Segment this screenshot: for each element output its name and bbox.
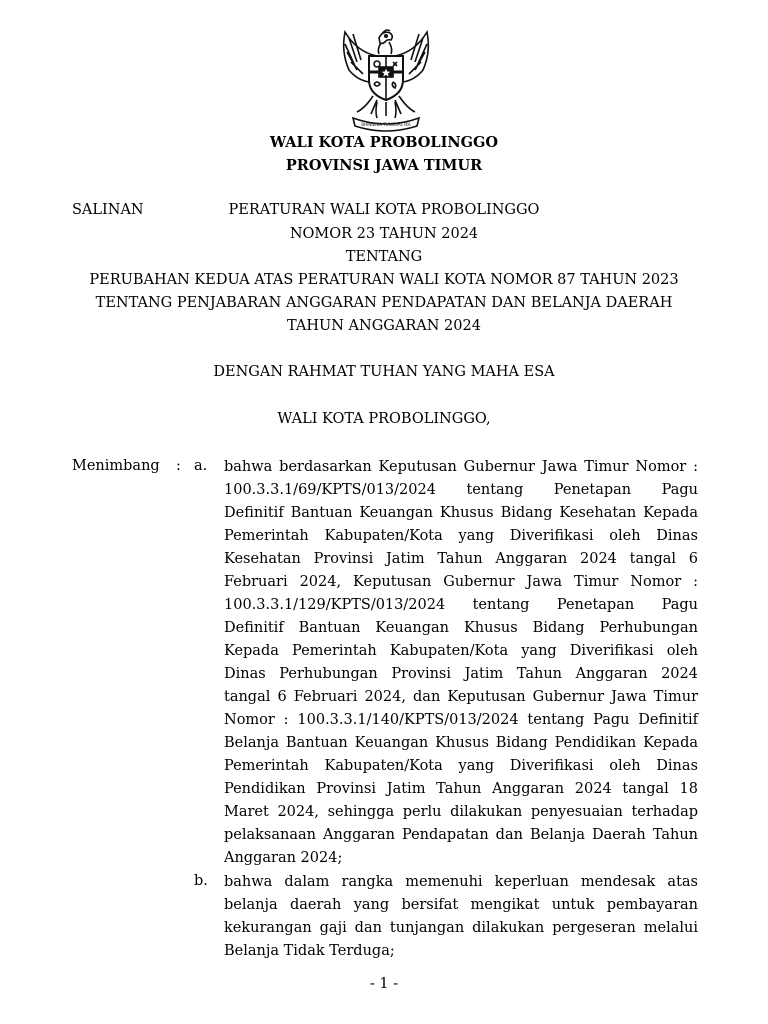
regulation-number: NOMOR 23 TAHUN 2024 (289, 226, 479, 242)
item-a-line: Dinas Perhubungan Provinsi Jatim Tahun Anggaran 2024 (224, 666, 698, 682)
considering-label: Menimbang (72, 458, 160, 474)
item-b-line: bahwa dalam rangka memenuhi keperluan mendesak atas (224, 874, 698, 890)
issuer-text: WALI KOTA PROBOLINGGO, (277, 411, 491, 427)
header-title-line1: WALI KOTA PROBOLINGGO (269, 134, 499, 151)
item-a-line: Belanja Bantuan Keuangan Khusus Bidang Pendidikan Kepada (224, 735, 698, 751)
item-a-line: Definitif Bantuan Keuangan Khusus Bidang Perhubungan (224, 620, 698, 636)
item-letter-b: b. (194, 873, 208, 889)
regulation-subject-line3: TAHUN ANGGARAN 2024 (287, 318, 481, 334)
item-a-line: Pendidikan Provinsi Jatim Tahun Anggaran 2024 tangal 18 (224, 781, 698, 797)
item-a-line: 100.3.3.1/69/KPTS/013/2024 tentang Penetapan Pagu (224, 482, 698, 498)
item-b-line: Belanja Tidak Terduga; (224, 943, 395, 959)
item-a-line: Februari 2024, Keputusan Gubernur Jawa Timur Nomor : (224, 574, 698, 590)
item-a-line: Anggaran 2024; (224, 850, 343, 866)
item-a-line: Maret 2024, sehingga perlu dilakukan penyesuaian terhadap (224, 804, 698, 820)
item-a-line: Nomor : 100.3.3.1/140/KPTS/013/2024 tentang Pagu Definitif (224, 712, 698, 728)
item-letter-a: a. (194, 458, 208, 474)
blessing-text: DENGAN RAHMAT TUHAN YANG MAHA ESA (213, 364, 555, 380)
item-a-line: 100.3.3.1/129/KPTS/013/2024 tentang Penetapan Pagu (224, 597, 698, 613)
regulation-subject-line2: TENTANG PENJABARAN ANGGARAN PENDAPATAN DAN BELANJA DAERAH (95, 295, 673, 311)
item-text-b (224, 871, 698, 963)
regulation-name: PERATURAN WALI KOTA PROBOLINGGO (228, 202, 540, 218)
item-text-a (224, 456, 698, 870)
item-a-line: Definitif Bantuan Keuangan Khusus Bidang Kesehatan Kepada (224, 505, 698, 521)
regulation-subject-line1: PERUBAHAN KEDUA ATAS PERATURAN WALI KOTA NOMOR 87 TAHUN 2023 (89, 272, 679, 288)
item-a-line: Pemerintah Kabupaten/Kota yang Diverifikasi oleh Dinas (224, 758, 698, 774)
garuda-emblem-icon (327, 22, 445, 134)
page-number: - 1 - (369, 976, 399, 992)
item-a-line: tangal 6 Februari 2024, dan Keputusan Gubernur Jawa Timur (224, 689, 698, 705)
item-a-line: pelaksanaan Anggaran Pendapatan dan Belanja Daerah Tahun (224, 827, 698, 843)
item-b-line: belanja daerah yang bersifat mengikat untuk pembayaran (224, 897, 698, 913)
item-a-line: Kesehatan Provinsi Jatim Tahun Anggaran 2024 tangal 6 (224, 551, 698, 567)
regulation-about: TENTANG (345, 249, 423, 265)
item-a-line: bahwa berdasarkan Keputusan Gubernur Jawa Timur Nomor : (224, 459, 698, 475)
item-b-line: kekurangan gaji dan tunjangan dilakukan pergeseran melalui (224, 920, 698, 936)
item-a-line: Kepada Pemerintah Kabupaten/Kota yang Diverifikasi oleh (224, 643, 698, 659)
emblem-motto: BHINNEKA TUNGGAL IKA (361, 122, 411, 127)
item-a-line: Pemerintah Kabupaten/Kota yang Diverifikasi oleh Dinas (224, 528, 698, 544)
considering-colon: : (176, 458, 181, 474)
header-title-line2: PROVINSI JAWA TIMUR (285, 157, 483, 174)
salinan-label: SALINAN (72, 202, 144, 218)
